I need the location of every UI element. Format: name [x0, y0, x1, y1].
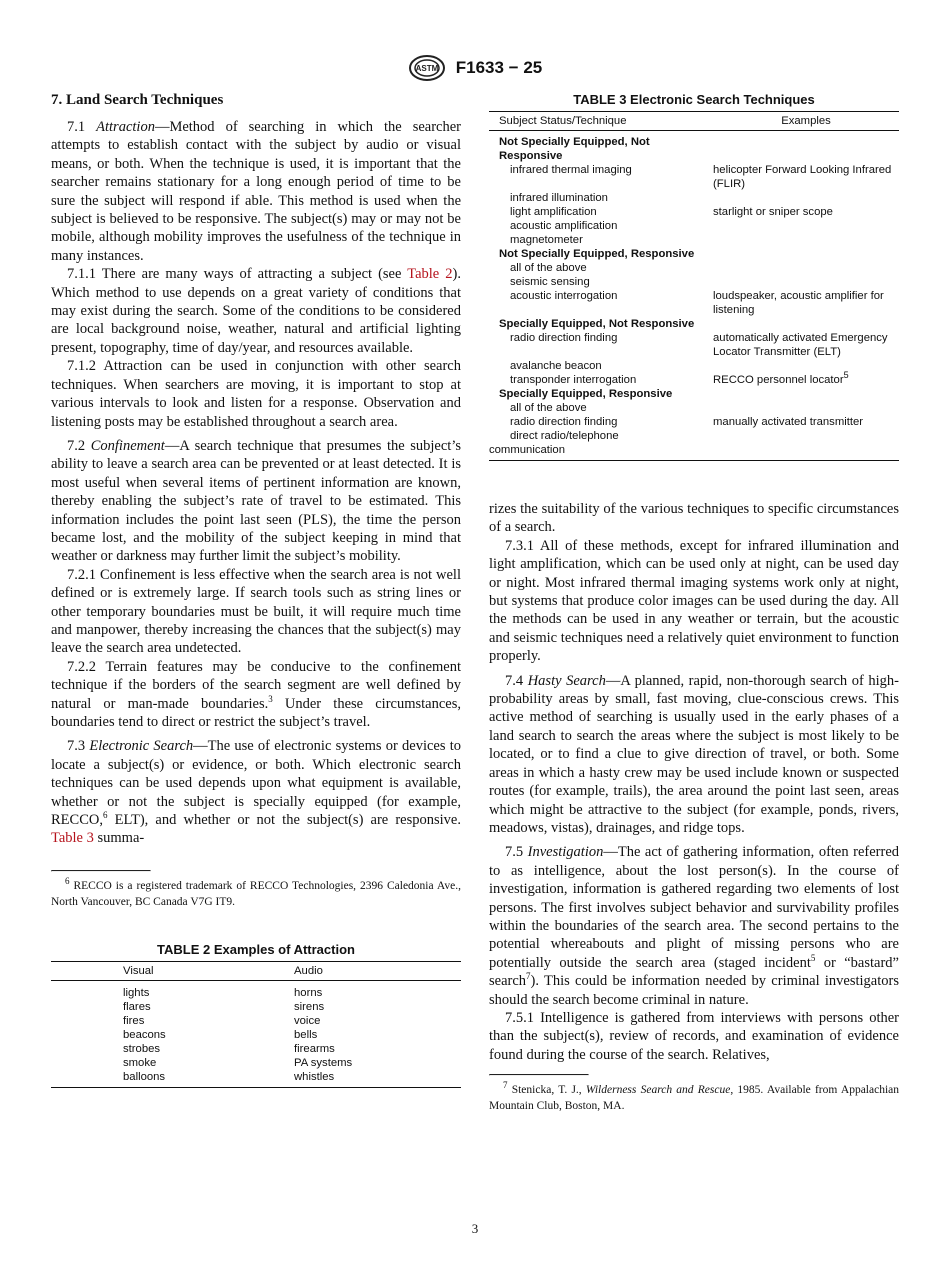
- para-7-4: 7.4 Hasty Search—A planned, rapid, non-thorough search of high-probability areas by small, fast moving, clue-conscious crews. This active method of searching is usually used in the early phases of a land search to search the areas where the subject is most likely to be located, or to find a clue to give direction of travel, or both. Some areas in which a hasty crew may be used include known or suspected routes (for example, trails), the area around the point last seen, areas which might be attractive to the subject (for example, ponds, rivers, meadows, vistas), drainages, and ridge tops.: [489, 672, 900, 836]
- table-3-title: TABLE 3 Electronic Search Techniques: [573, 92, 815, 107]
- left-column: [51, 92, 461, 1088]
- table-row: [489, 401, 899, 415]
- table-2-title: TABLE 2 Examples of Attraction: [157, 941, 355, 957]
- table-2-link[interactable]: Table 2: [407, 266, 453, 283]
- para-7-5-1: 7.5.1 Intelligence is gathered from interviews with persons other than the subject(s), review of records, and examination of evidence found during the course of the search. Relatives,: [489, 1009, 899, 1063]
- table-3-header-examples: Examples: [713, 112, 899, 131]
- table-2-cell-audio: firearms: [294, 1042, 335, 1055]
- table-row: [489, 163, 899, 191]
- table-row: [51, 1070, 461, 1088]
- table-3-cell-example: [713, 275, 899, 289]
- table-3-cell-example: RECCO personnel locator$^5$: [713, 370, 849, 386]
- table-3-cell-technique-continued: communication: [489, 443, 713, 461]
- table-row: [489, 205, 899, 219]
- table-3-group-label: Specially Equipped, Not Responsive: [499, 318, 695, 330]
- table-row: [489, 219, 899, 233]
- para-7-1-2: 7.1.2 Attraction can be used in conjunction with other search techniques. When searchers are moving, it is important to stop at various intervals to look and listen for a response. Observation and listening posts may be established throughout a search area.: [51, 358, 461, 430]
- table-3-group-label: Specially Equipped, Responsive: [499, 388, 673, 400]
- table-2-cell-visual: lights: [123, 986, 150, 999]
- table-2-cell-visual: balloons: [51, 1070, 294, 1088]
- table-2-cell-audio: whistles: [294, 1070, 461, 1088]
- table-row: [489, 331, 899, 359]
- table-3-cell-technique: seismic sensing: [510, 276, 590, 288]
- table-3-cell-example: manually activated transmitter: [713, 416, 864, 428]
- section-title: 7. Land Search Techniques: [51, 92, 224, 108]
- table-group-row: [489, 131, 899, 164]
- table-row: [51, 1056, 461, 1070]
- para-7-2-2: 7.2.2 Terrain features may be conducive to the confinement technique if the borders of the search segment are well defined by natural or man-made boundaries.$^3$ Under these circumstances, boundaries tend to direct or restrict the subject’s travel.: [51, 658, 461, 730]
- table-3-cell-example: starlight or sniper scope: [713, 206, 833, 218]
- para-7-1: 7.1 Attraction—Method of searching in which the searcher attempts to establish contact with the subject by audio or visual means, or both. When the technique is used, it is important that the searcher remains stationary for a long enough period of time to be sure the subject will respond if able. This method is used when the subject is believed to be responsive. The subject(s) may or may not be mobile, although mobility improves the usefulness of the technique in many instances.: [51, 119, 461, 264]
- table-row: [489, 289, 899, 317]
- table-3-cell-technique: light amplification: [510, 206, 597, 218]
- page-header: [0, 54, 950, 82]
- table-3-cell-example: [713, 233, 899, 247]
- table-row: [489, 415, 899, 429]
- table-3-cell-technique: avalanche beacon: [510, 360, 602, 372]
- table-row: [489, 443, 899, 461]
- table-row: [51, 1028, 461, 1042]
- table-3-cell-example: loudspeaker, acoustic amplifier for listening: [713, 290, 884, 316]
- table-3-cell-example: [713, 429, 899, 443]
- para-7-5: 7.5 Investigation—The act of gathering information, often referred to as intelligence, about the lost person(s). In the course of investigation, information is gathered regarding two elements of lost persons. The first involves subject behavior and survivability profiles within the boundaries of the search area. The second pertains to the potential whereabouts and plight of missing persons who are potentially outside the search area (staged incident$^5$ or “bastard” search$^7$). This could be information needed by criminal investigators should the search become criminal in nature.: [489, 844, 900, 1008]
- footnote-6: $^6$ RECCO is a registered trademark of RECCO Technologies, 2396 Caledonia Ave., North Vancouver, BC Canada V7G IT9.: [51, 876, 461, 908]
- table-2-cell-visual: fires: [123, 1014, 145, 1027]
- table-group-row: [489, 247, 899, 261]
- table-3-cell-technique: all of the above: [510, 402, 587, 414]
- table-group-row: [489, 387, 899, 401]
- para-7-3: 7.3 Electronic Search—The use of electronic systems or devices to locate a subject(s) or evidence, or both. Which electronic search techniques can be used depends upon what equipment is available, whether or not the subject is specially equipped (for example, RECCO,$^6$ ELT), and whether or not the subject(s) are responsive. Table 3 summa-: [51, 738, 461, 847]
- table-3-cell-technique: radio direction finding: [510, 416, 618, 428]
- table-group-row: [489, 317, 899, 331]
- table-3-cell-example: [713, 261, 899, 275]
- table-3-cell-technique: acoustic interrogation: [510, 290, 618, 302]
- table-2-cell-audio: horns: [294, 986, 323, 999]
- table-3-cell-technique: infrared thermal imaging: [510, 164, 632, 176]
- right-column: [489, 92, 899, 1114]
- table-3-cell-technique: transponder interrogation: [510, 374, 637, 386]
- page-number: 3: [471, 1221, 479, 1236]
- table-2-cell-audio: voice: [294, 1014, 321, 1027]
- table-3-link[interactable]: Table 3: [51, 830, 94, 847]
- table-row: [51, 1000, 461, 1014]
- table-row: [489, 233, 899, 247]
- table-2-header-visual: Visual: [51, 961, 294, 980]
- table-2-cell-audio: sirens: [294, 1000, 325, 1013]
- astm-logo-icon: [408, 54, 446, 82]
- table-3: [489, 111, 899, 461]
- standard-designation: F1633 − 25: [455, 58, 543, 77]
- para-7-2: 7.2 Confinement—A search technique that presumes the subject’s ability to leave a search area can be prevented or at least detected. It is most useful when several items of pertinent information are known, thereby enabling the subject’s rate of travel to be estimated. This information includes the point last seen (PLS), the time the person became lost, and the mobility of the subject keeping in mind that weather or darkness may further limit the subject’s mobility.: [51, 437, 462, 565]
- table-3-cell-technique: infrared illumination: [510, 192, 608, 204]
- table-row: [489, 275, 899, 289]
- table-3-cell-technique: magnetometer: [510, 234, 583, 246]
- table-3-cell-technique: acoustic amplification: [510, 220, 618, 232]
- table-2-cell-audio: PA systems: [294, 1056, 353, 1069]
- table-row: [489, 429, 899, 443]
- table-3-cell-example: automatically activated Emergency Locator Transmitter (ELT): [713, 332, 888, 358]
- table-row: [489, 373, 899, 387]
- table-3-cell-example: helicopter Forward Looking Infrared (FLIR): [713, 164, 892, 190]
- astm-logo-text: ASTM: [415, 64, 439, 73]
- table-2-cell-audio: bells: [294, 1028, 318, 1041]
- table-3-cell-example: [713, 401, 899, 415]
- table-3-cell-example: [713, 359, 899, 373]
- para-7-1-1: 7.1.1 There are many ways of attracting a subject (see Table 2). Which method to use depends on a great variety of conditions that may exist during the search. Some of the conditions to be considered are local background noise, weather, natural and artificial lighting present, topography, time of day/year, and resources available.: [51, 266, 461, 356]
- para-7-3-continued: rizes the suitability of the various techniques to specific circumstances of a search.: [489, 501, 899, 536]
- para-7-2-1: 7.2.1 Confinement is less effective when the search area is not well defined or is extremely large. If search tools such as string lines or other temporary boundaries must be built, it will require much time and manpower, thereby increasing the chances that the subject(s) may leave the search area undetected.: [51, 566, 461, 657]
- table-3-header-technique: Subject Status/Technique: [489, 112, 713, 131]
- table-row: [489, 191, 899, 205]
- table-row: [489, 261, 899, 275]
- table-3-cell-example: [713, 191, 899, 205]
- table-row: [51, 1014, 461, 1028]
- table-3-cell-technique: radio direction finding: [510, 332, 618, 344]
- table-3-group-label: Not Specially Equipped, Responsive: [499, 248, 695, 260]
- table-3-group-label: Not Specially Equipped, Not Responsive: [499, 136, 650, 162]
- table-row: [489, 359, 899, 373]
- table-3-cell-technique: all of the above: [510, 262, 587, 274]
- para-7-3-1: 7.3.1 All of these methods, except for infrared illumination and light amplification, which can be used only at night, can be used day or night. Most infrared thermal imaging systems work only at night, but systems that produce color images can be used during the day. All the methods can be used in any weather or terrain, but the acoustic and seismic techniques need a relatively quiet environment to function properly.: [489, 537, 899, 665]
- table-row: [51, 1042, 461, 1056]
- table-2: [51, 961, 461, 1088]
- footnote-7: $^7$ Stenicka, T. J., Wilderness Search and Rescue, 1985. Available from Appalachian Mountain Club, Boston, MA.: [489, 1080, 899, 1113]
- table-2-cell-visual: flares: [123, 1000, 151, 1013]
- table-row: [51, 980, 461, 1000]
- table-2-cell-visual: beacons: [123, 1028, 166, 1041]
- table-3-cell-technique: direct radio/telephone: [510, 430, 619, 442]
- table-2-cell-visual: smoke: [123, 1056, 157, 1069]
- table-2-header-audio: Audio: [294, 961, 461, 980]
- table-2-cell-visual: strobes: [123, 1042, 161, 1055]
- table-3-cell-example: [713, 219, 899, 233]
